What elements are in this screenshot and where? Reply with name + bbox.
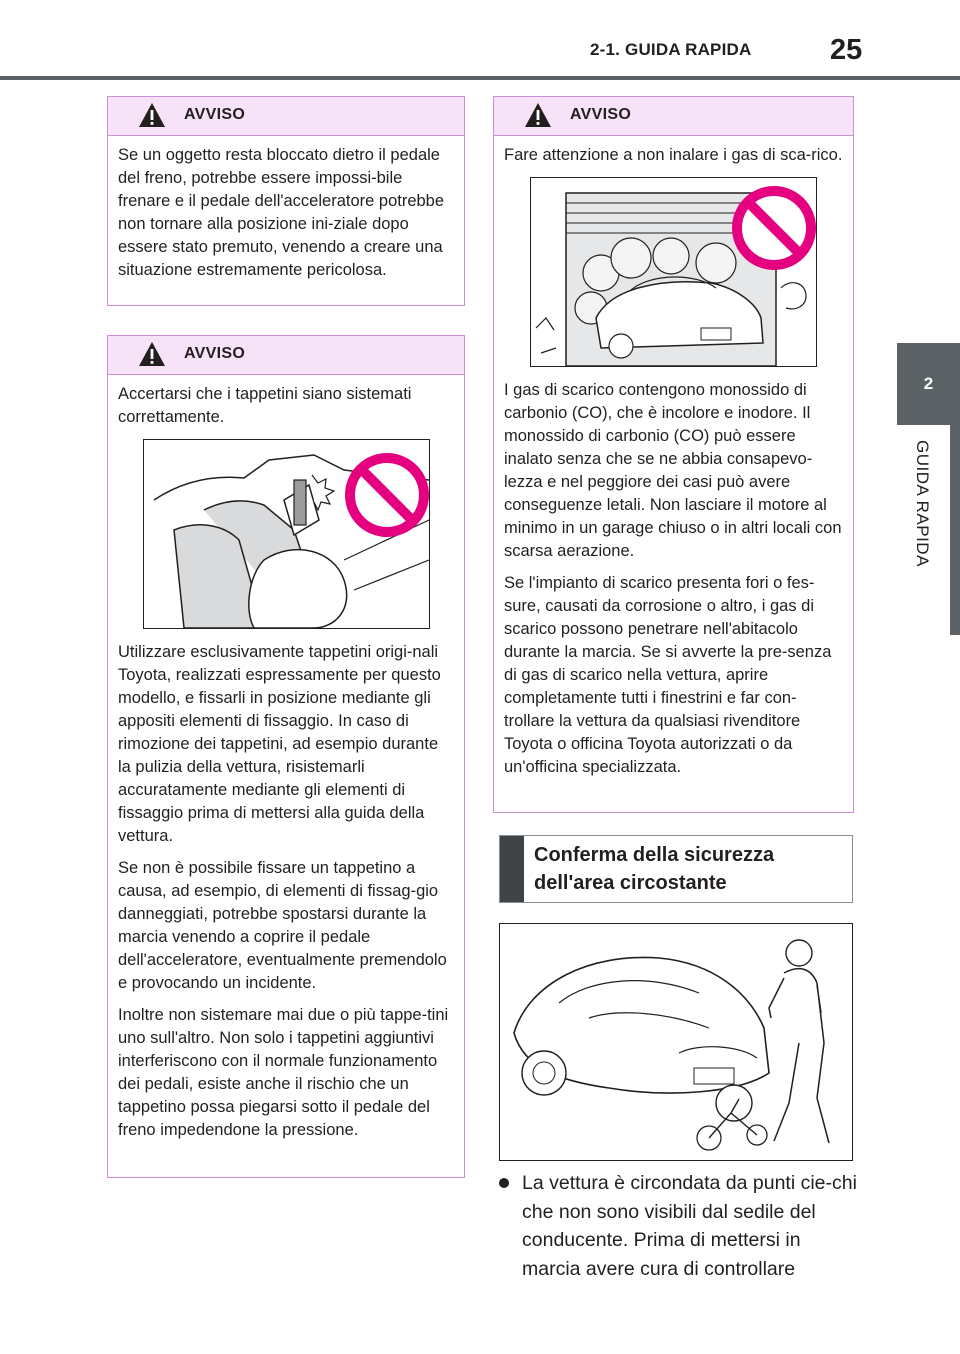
warning-title: AVVISO: [570, 106, 632, 123]
warning-text: Se non è possibile fissare un tappetino a causa, ad esempio, di elementi di fissag-gio danneggiati, potrebbe spostarsi durante la marcia venendo a coprire il pedale dell'acceleratore, eventualmente premendolo e provocando un incidente.: [118, 859, 447, 992]
warning-triangle-icon: [138, 341, 166, 367]
warning-triangle-icon: [138, 102, 166, 128]
car-in-garage-illustration: [530, 177, 817, 367]
bullet-dot-icon: [499, 1178, 509, 1188]
chapter-tab-bar: [950, 425, 960, 635]
warning-header: [108, 97, 464, 136]
chapter-label: GUIDA RAPIDA: [913, 440, 932, 567]
section-title-line1: Conferma della sicurezza: [534, 844, 775, 866]
surroundings-check-illustration: [499, 923, 853, 1161]
section-heading-bar: [500, 836, 524, 902]
warning-text: I gas di scarico contengono monossido di carbonio (CO), che è incolore e inodore. Il monossido di carbonio (CO) può essere inalato senza che se ne abbia consapevo-lezza e nel peggiore dei casi può avere conseguenze letali. Non lasciare il motore al minimo in un garage chiuso o in altri locali con scarsa aerazione.: [504, 381, 842, 560]
header-rule: [0, 76, 960, 80]
warning-text: Se un oggetto resta bloccato dietro il pedale del freno, potrebbe essere impossi-bile frenare e il pedale dell'acceleratore potrebbe non tornare alla posizione ini-ziale dopo essere stato premuto, venendo a creare una situazione estremamente pericolosa.: [118, 146, 445, 279]
bullet-text: La vettura è circondata da punti cie-chi che non sono visibili dal sedile del conducente. Prima di mettersi in marcia avere cura di controllare: [522, 1172, 857, 1280]
warning-intro: Fare attenzione a non inalare i gas di sca-rico.: [504, 146, 843, 164]
warning-title: AVVISO: [184, 106, 246, 123]
warning-text: Inoltre non sistemare mai due o più tappe-tini uno sull'altro. Non solo i tappetini aggiuntivi interferiscono con il normale funzionamento dei pedali, esiste anche il rischio che un tappetino possa piegarsi sotto il pedale del freno impedendone la pressione.: [118, 1006, 449, 1139]
warning-header: [494, 97, 853, 136]
running-header-section: 2-1. GUIDA RAPIDA: [590, 40, 752, 59]
warning-triangle-icon: [524, 102, 552, 128]
floor-mat-pedal-illustration: [143, 439, 430, 629]
bullet-item: [499, 1169, 859, 1283]
warning-box-pedal-obstruction: [107, 96, 465, 306]
section-title-line2: dell'area circostante: [534, 872, 727, 894]
warning-intro: Accertarsi che i tappetini siano sistemati correttamente.: [118, 385, 412, 426]
warning-text: Utilizzare esclusivamente tappetini origi-nali Toyota, realizzati espressamente per questo modello, e fissarli in posizione mediante gli appositi elementi di fissaggio. In caso di rimozione dei tappetini, ad esempio durante la pulizia della vettura, risistemarli accuratamente mediante gli elementi di fissaggio prima di mettersi alla guida della vettura.: [118, 643, 441, 845]
warning-title: AVVISO: [184, 345, 246, 362]
chapter-number: 2: [923, 374, 934, 393]
section-heading: [499, 835, 853, 903]
chapter-tab: [897, 343, 960, 425]
warning-box-exhaust-gas: [493, 96, 854, 813]
warning-box-floor-mats: [107, 335, 465, 1178]
warning-header: [108, 336, 464, 375]
warning-text: Se l'impianto di scarico presenta fori o fes-sure, causati da corrosione o altro, i gas di scarico possono penetrare nell'abitacolo durante la marcia. Se si avverte la pre-senza di gas di scarico nella vettura, aprire completamente tutti i finestrini e far con-trollare la vettura da qualsiasi rivenditore Toyota o officina Toyota autorizzati o da un'officina specializzata.: [504, 574, 832, 776]
page-number: 25: [830, 34, 863, 66]
